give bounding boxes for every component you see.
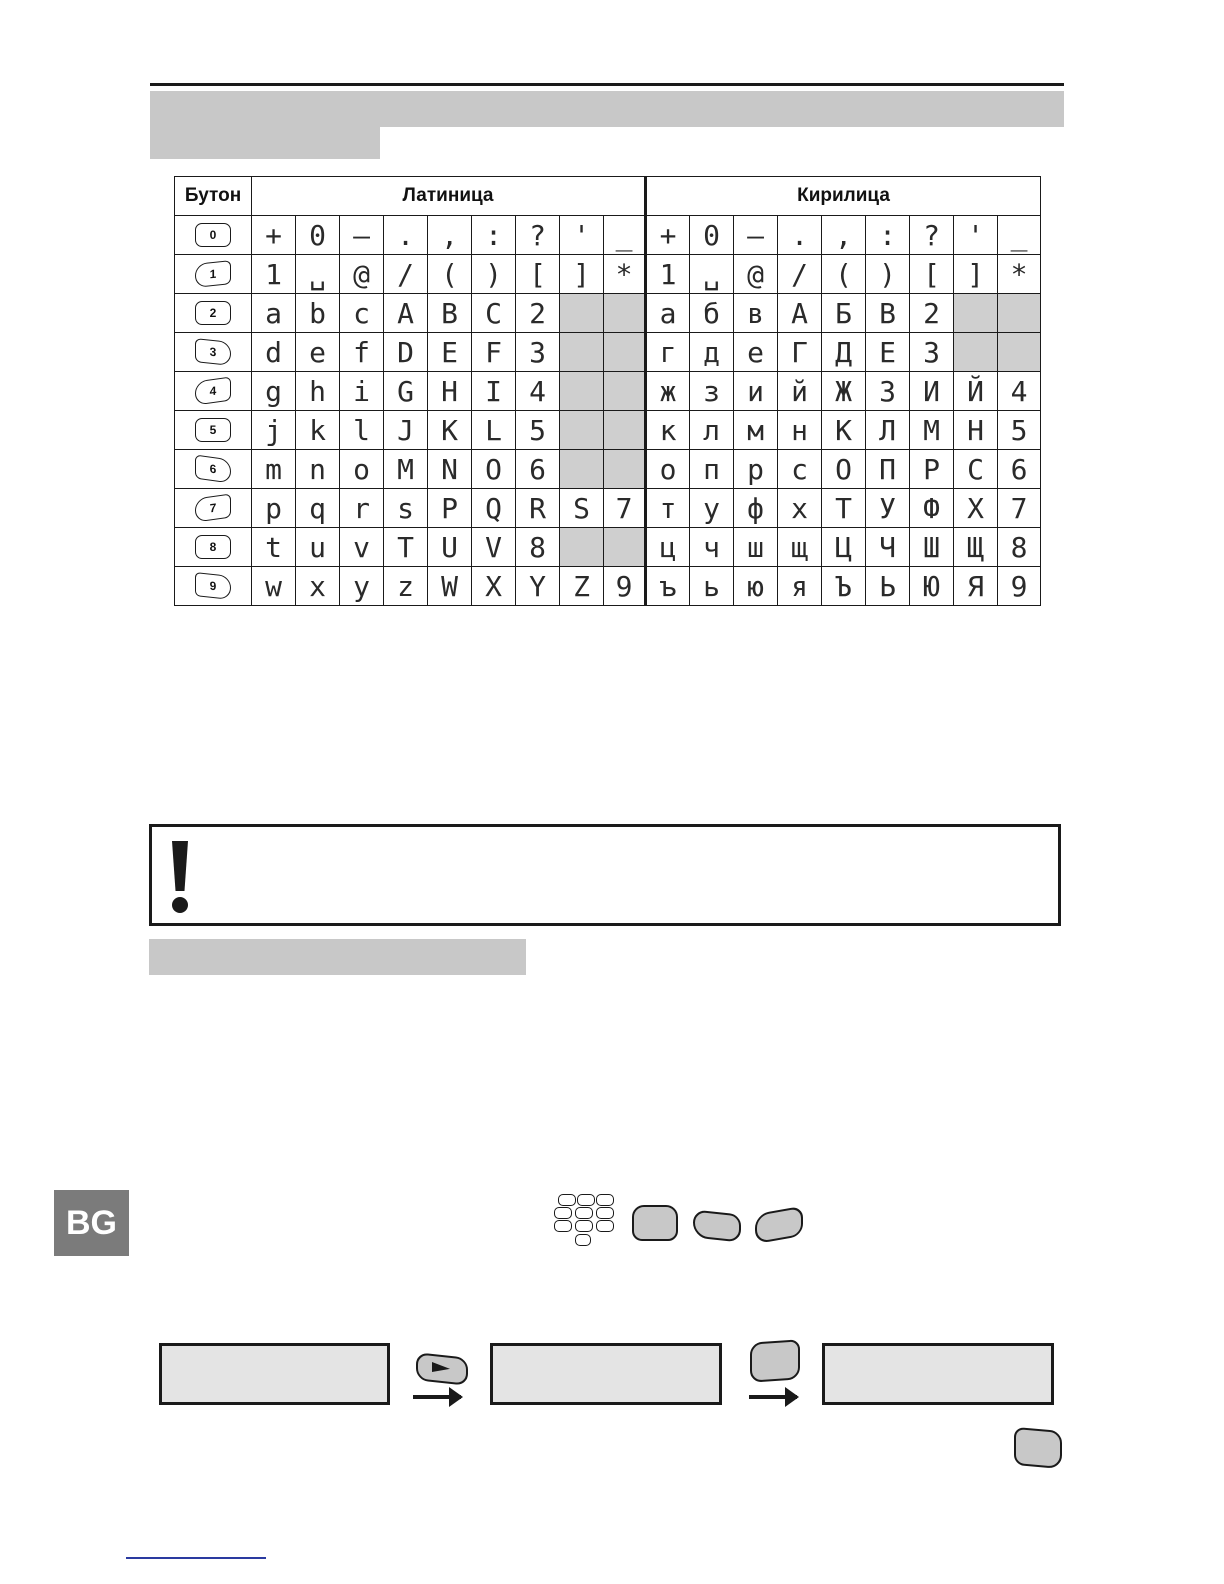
latin-char-cell: V	[472, 528, 516, 567]
key-3-icon: 3	[195, 338, 231, 366]
cyrillic-char-cell: ь	[690, 567, 734, 606]
display-screen-3	[822, 1343, 1054, 1405]
table-row	[175, 489, 1041, 528]
latin-char-cell: m	[252, 450, 296, 489]
cyrillic-char-cell: В	[866, 294, 910, 333]
cyrillic-char-cell: ч	[690, 528, 734, 567]
cyrillic-char-cell: и	[734, 372, 778, 411]
empty-cell	[998, 294, 1041, 333]
cyrillic-char-cell: )	[866, 255, 910, 294]
latin-char-cell: ␣	[296, 255, 340, 294]
latin-char-cell: f	[340, 333, 384, 372]
header-cyrillic: Кирилица	[646, 177, 1041, 216]
latin-char-cell: P	[428, 489, 472, 528]
cyrillic-char-cell: Я	[954, 567, 998, 606]
latin-char-cell: e	[296, 333, 340, 372]
cyrillic-char-cell: 3	[910, 333, 954, 372]
cyrillic-char-cell: Ъ	[822, 567, 866, 606]
cyrillic-char-cell: Р	[910, 450, 954, 489]
latin-char-cell: s	[384, 489, 428, 528]
cyrillic-char-cell: м	[734, 411, 778, 450]
empty-cell	[954, 333, 998, 372]
latin-char-cell: I	[472, 372, 516, 411]
latin-char-cell: 3	[516, 333, 560, 372]
key-2-icon: 2	[195, 301, 231, 325]
empty-cell	[560, 333, 604, 372]
empty-cell	[954, 294, 998, 333]
latin-char-cell: [	[516, 255, 560, 294]
cyrillic-char-cell: п	[690, 450, 734, 489]
latin-char-cell: :	[472, 216, 516, 255]
latin-char-cell: l	[340, 411, 384, 450]
table-row	[175, 294, 1041, 333]
cyrillic-char-cell: Д	[822, 333, 866, 372]
latin-char-cell: Z	[560, 567, 604, 606]
empty-cell	[604, 528, 646, 567]
heading-band-tail	[150, 127, 380, 159]
latin-char-cell: i	[340, 372, 384, 411]
footer-rule	[126, 1557, 266, 1559]
latin-char-cell: ?	[516, 216, 560, 255]
latin-char-cell: X	[472, 567, 516, 606]
latin-char-cell: t	[252, 528, 296, 567]
cyrillic-char-cell: @	[734, 255, 778, 294]
latin-char-cell: O	[472, 450, 516, 489]
cyrillic-char-cell: к	[646, 411, 690, 450]
latin-char-cell: 6	[516, 450, 560, 489]
cyrillic-char-cell: д	[690, 333, 734, 372]
empty-cell	[560, 450, 604, 489]
latin-char-cell: h	[296, 372, 340, 411]
latin-char-cell: @	[340, 255, 384, 294]
header-latin: Латиница	[252, 177, 646, 216]
latin-char-cell: D	[384, 333, 428, 372]
cyrillic-char-cell: 2	[910, 294, 954, 333]
latin-char-cell: E	[428, 333, 472, 372]
latin-char-cell: x	[296, 567, 340, 606]
latin-char-cell: p	[252, 489, 296, 528]
scroll-right-button-icon	[693, 1209, 741, 1242]
latin-char-cell: )	[472, 255, 516, 294]
character-table	[174, 176, 1041, 606]
latin-char-cell: C	[472, 294, 516, 333]
latin-char-cell: R	[516, 489, 560, 528]
cyrillic-char-cell: Ч	[866, 528, 910, 567]
key-0-icon: 0	[195, 223, 231, 247]
latin-char-cell: 2	[516, 294, 560, 333]
key-cell	[175, 255, 252, 294]
table-row	[175, 333, 1041, 372]
latin-char-cell: u	[296, 528, 340, 567]
latin-char-cell: L	[472, 411, 516, 450]
latin-char-cell: n	[296, 450, 340, 489]
key-cell	[175, 333, 252, 372]
header-button: Бутон	[175, 177, 252, 216]
play-button-icon	[416, 1352, 468, 1385]
cyrillic-char-cell: ш	[734, 528, 778, 567]
cyrillic-char-cell: /	[778, 255, 822, 294]
latin-char-cell: o	[340, 450, 384, 489]
cyrillic-char-cell: Щ	[954, 528, 998, 567]
cyrillic-char-cell: С	[954, 450, 998, 489]
latin-char-cell: 8	[516, 528, 560, 567]
scroll-left-button-icon	[755, 1206, 803, 1244]
cyrillic-char-cell: Ц	[822, 528, 866, 567]
latin-char-cell: 1	[252, 255, 296, 294]
latin-char-cell: K	[428, 411, 472, 450]
cyrillic-char-cell: 4	[998, 372, 1041, 411]
key-cell	[175, 567, 252, 606]
key-cell	[175, 372, 252, 411]
cyrillic-char-cell: Е	[866, 333, 910, 372]
cyrillic-char-cell: У	[866, 489, 910, 528]
cyrillic-char-cell: 9	[998, 567, 1041, 606]
cyrillic-char-cell: с	[778, 450, 822, 489]
cyrillic-char-cell: ю	[734, 567, 778, 606]
cyrillic-char-cell: т	[646, 489, 690, 528]
key-7-icon: 7	[195, 493, 231, 522]
empty-cell	[560, 411, 604, 450]
cyrillic-char-cell: в	[734, 294, 778, 333]
latin-char-cell: A	[384, 294, 428, 333]
cyrillic-char-cell: Ю	[910, 567, 954, 606]
latin-char-cell: '	[560, 216, 604, 255]
latin-char-cell: B	[428, 294, 472, 333]
cyrillic-char-cell: 0	[690, 216, 734, 255]
latin-char-cell: z	[384, 567, 428, 606]
latin-char-cell: b	[296, 294, 340, 333]
latin-char-cell: U	[428, 528, 472, 567]
table-row	[175, 372, 1041, 411]
table-row	[175, 567, 1041, 606]
latin-char-cell: J	[384, 411, 428, 450]
cyrillic-char-cell: Ж	[822, 372, 866, 411]
cyrillic-char-cell: _	[998, 216, 1041, 255]
cyrillic-char-cell: 5	[998, 411, 1041, 450]
cyrillic-char-cell: —	[734, 216, 778, 255]
key-4-icon: 4	[195, 376, 231, 405]
latin-char-cell: M	[384, 450, 428, 489]
arrow-right-icon	[749, 1395, 797, 1399]
cyrillic-char-cell: Л	[866, 411, 910, 450]
latin-char-cell: /	[384, 255, 428, 294]
latin-char-cell: 4	[516, 372, 560, 411]
key-cell	[175, 450, 252, 489]
cyrillic-char-cell: [	[910, 255, 954, 294]
latin-char-cell: 5	[516, 411, 560, 450]
cyrillic-char-cell: :	[866, 216, 910, 255]
key-cell	[175, 528, 252, 567]
cyrillic-char-cell: ж	[646, 372, 690, 411]
key-1-icon: 1	[195, 260, 231, 288]
table-row	[175, 255, 1041, 294]
key-cell	[175, 489, 252, 528]
table-row	[175, 216, 1041, 255]
latin-char-cell: d	[252, 333, 296, 372]
cyrillic-char-cell: Х	[954, 489, 998, 528]
cyrillic-char-cell: у	[690, 489, 734, 528]
latin-char-cell: k	[296, 411, 340, 450]
cyrillic-char-cell: (	[822, 255, 866, 294]
cyrillic-char-cell: я	[778, 567, 822, 606]
cyrillic-char-cell: 7	[998, 489, 1041, 528]
cyrillic-char-cell: х	[778, 489, 822, 528]
cyrillic-char-cell: щ	[778, 528, 822, 567]
key-cell	[175, 411, 252, 450]
cyrillic-char-cell: ,	[822, 216, 866, 255]
cyrillic-char-cell: Ь	[866, 567, 910, 606]
latin-char-cell: g	[252, 372, 296, 411]
cyrillic-char-cell: '	[954, 216, 998, 255]
key-6-icon: 6	[195, 454, 231, 483]
empty-cell	[560, 528, 604, 567]
cyrillic-char-cell: а	[646, 294, 690, 333]
table-row	[175, 411, 1041, 450]
latin-char-cell: 7	[604, 489, 646, 528]
empty-cell	[604, 333, 646, 372]
cyrillic-char-cell: л	[690, 411, 734, 450]
latin-char-cell: Y	[516, 567, 560, 606]
cyrillic-char-cell: е	[734, 333, 778, 372]
display-screen-2	[490, 1343, 722, 1405]
language-tab: BG	[54, 1190, 129, 1256]
menu-button-icon	[632, 1205, 678, 1241]
latin-char-cell: 0	[296, 216, 340, 255]
latin-char-cell: .	[384, 216, 428, 255]
cyrillic-char-cell: Н	[954, 411, 998, 450]
cyrillic-char-cell: К	[822, 411, 866, 450]
cyrillic-char-cell: ъ	[646, 567, 690, 606]
cyrillic-char-cell: р	[734, 450, 778, 489]
cyrillic-char-cell: З	[866, 372, 910, 411]
empty-cell	[560, 372, 604, 411]
cyrillic-char-cell: Т	[822, 489, 866, 528]
latin-char-cell: (	[428, 255, 472, 294]
cyrillic-char-cell: 1	[646, 255, 690, 294]
cyrillic-char-cell: Г	[778, 333, 822, 372]
latin-char-cell: ]	[560, 255, 604, 294]
latin-char-cell: G	[384, 372, 428, 411]
empty-cell	[604, 450, 646, 489]
latin-char-cell: 9	[604, 567, 646, 606]
key-5-icon: 5	[195, 418, 231, 442]
latin-char-cell: c	[340, 294, 384, 333]
cyrillic-char-cell: ц	[646, 528, 690, 567]
empty-cell	[998, 333, 1041, 372]
cyrillic-char-cell: ?	[910, 216, 954, 255]
cyrillic-char-cell: Б	[822, 294, 866, 333]
cyrillic-char-cell: Ф	[910, 489, 954, 528]
latin-char-cell: —	[340, 216, 384, 255]
cyrillic-char-cell: .	[778, 216, 822, 255]
cyrillic-char-cell: з	[690, 372, 734, 411]
key-8-icon: 8	[195, 535, 231, 559]
latin-char-cell: T	[384, 528, 428, 567]
key-9-icon: 9	[195, 572, 231, 600]
top-rule	[150, 83, 1064, 86]
section-heading-band	[149, 939, 526, 975]
ok-button-icon	[1014, 1427, 1062, 1469]
empty-cell	[560, 294, 604, 333]
cyrillic-char-cell: ␣	[690, 255, 734, 294]
empty-cell	[604, 372, 646, 411]
cyrillic-char-cell: ]	[954, 255, 998, 294]
heading-band	[150, 91, 1064, 127]
latin-char-cell: *	[604, 255, 646, 294]
latin-char-cell: F	[472, 333, 516, 372]
cyrillic-char-cell: б	[690, 294, 734, 333]
character-table-body	[175, 216, 1041, 606]
latin-char-cell: w	[252, 567, 296, 606]
key-cell	[175, 216, 252, 255]
table-row	[175, 528, 1041, 567]
display-screen-1	[159, 1343, 390, 1405]
cyrillic-char-cell: П	[866, 450, 910, 489]
cyrillic-char-cell: Й	[954, 372, 998, 411]
cyrillic-char-cell: *	[998, 255, 1041, 294]
latin-char-cell: W	[428, 567, 472, 606]
latin-char-cell: v	[340, 528, 384, 567]
cyrillic-char-cell: М	[910, 411, 954, 450]
key-cell	[175, 294, 252, 333]
empty-cell	[604, 411, 646, 450]
cyrillic-char-cell: И	[910, 372, 954, 411]
numeric-keypad-icon	[552, 1194, 618, 1254]
warning-box	[149, 824, 1061, 926]
latin-char-cell: q	[296, 489, 340, 528]
cyrillic-char-cell: н	[778, 411, 822, 450]
cyrillic-char-cell: ф	[734, 489, 778, 528]
arrow-right-icon	[413, 1395, 461, 1399]
empty-cell	[604, 294, 646, 333]
latin-char-cell: N	[428, 450, 472, 489]
latin-char-cell: +	[252, 216, 296, 255]
latin-char-cell: S	[560, 489, 604, 528]
cyrillic-char-cell: Ш	[910, 528, 954, 567]
latin-char-cell: ,	[428, 216, 472, 255]
cyrillic-char-cell: О	[822, 450, 866, 489]
cyrillic-char-cell: 8	[998, 528, 1041, 567]
latin-char-cell: H	[428, 372, 472, 411]
latin-char-cell: j	[252, 411, 296, 450]
cyrillic-char-cell: 6	[998, 450, 1041, 489]
cyrillic-char-cell: А	[778, 294, 822, 333]
latin-char-cell: r	[340, 489, 384, 528]
cyrillic-char-cell: +	[646, 216, 690, 255]
cyrillic-char-cell: г	[646, 333, 690, 372]
latin-char-cell: y	[340, 567, 384, 606]
cyrillic-char-cell: й	[778, 372, 822, 411]
latin-char-cell: _	[604, 216, 646, 255]
cyrillic-char-cell: о	[646, 450, 690, 489]
table-row	[175, 450, 1041, 489]
latin-char-cell: Q	[472, 489, 516, 528]
menu-button-icon	[750, 1339, 800, 1382]
latin-char-cell: a	[252, 294, 296, 333]
